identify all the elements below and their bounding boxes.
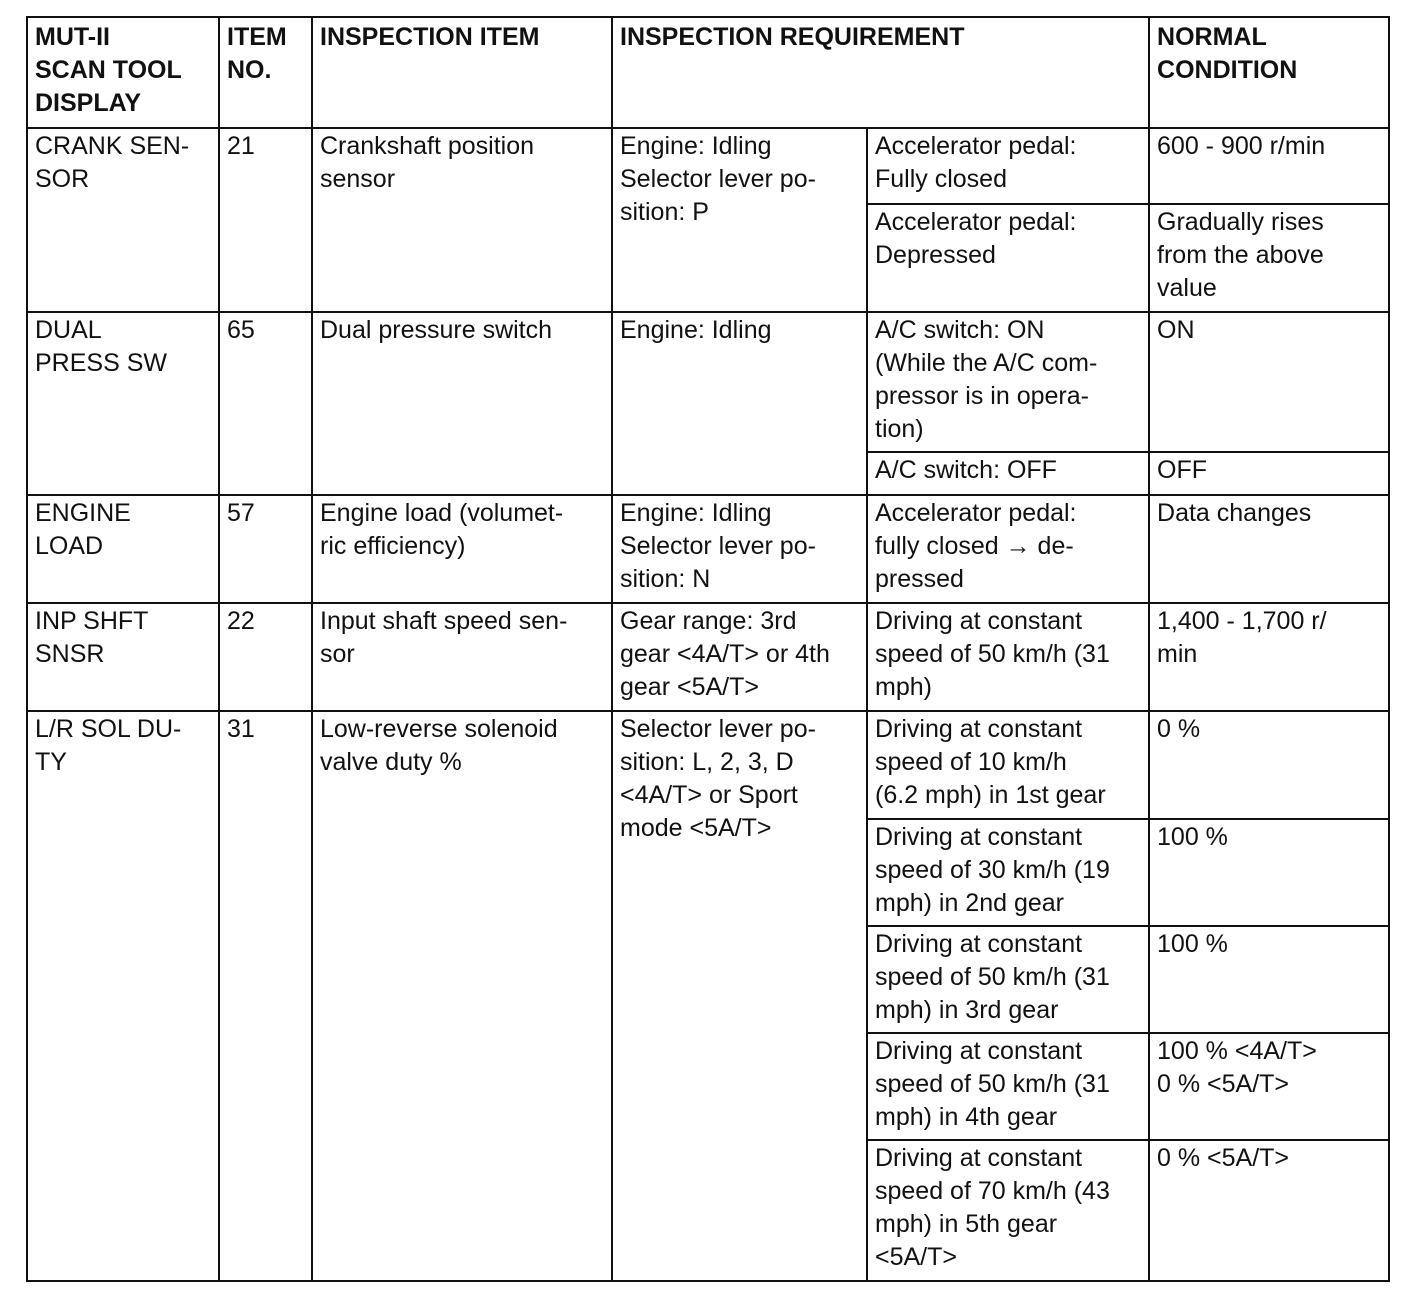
cell-normal: OFF (1149, 452, 1389, 495)
cell-item-no: 31 (219, 711, 312, 1281)
cell-normal: Data changes (1149, 495, 1389, 603)
cell-requirement: Engine: Idling (612, 312, 867, 495)
cell-normal: 0 % <5A/T> (1149, 1140, 1389, 1281)
table-row-engine-load (27, 495, 1389, 603)
cell-normal: 100 % (1149, 926, 1389, 1033)
cell-item-no: 21 (219, 128, 312, 312)
cell-inspection-item: Low-reverse solenoid valve duty % (312, 711, 612, 1281)
cell-normal: 100 % <4A/T> 0 % <5A/T> (1149, 1033, 1389, 1140)
cell-condition: A/C switch: OFF (867, 452, 1149, 495)
header-inspection-item: INSPECTION ITEM (312, 17, 612, 128)
cell-condition: Driving at constant speed of 70 km/h (43 mph) in 5th gear <5A/T> (867, 1140, 1149, 1281)
cell-normal: 100 % (1149, 819, 1389, 926)
header-display: MUT-II SCAN TOOL DISPLAY (27, 17, 219, 128)
cell-condition: Driving at constant speed of 50 km/h (31 mph) (867, 603, 1149, 711)
table-row-dual-press-sw (27, 312, 1389, 452)
cell-display: INP SHFT SNSR (27, 603, 219, 711)
cell-condition: Accelerator pedal: fully closed → de- pressed (867, 495, 1149, 603)
cell-condition: Driving at constant speed of 50 km/h (31 mph) in 3rd gear (867, 926, 1149, 1033)
cell-condition: Driving at constant speed of 50 km/h (31 mph) in 4th gear (867, 1033, 1149, 1140)
cell-display: ENGINE LOAD (27, 495, 219, 603)
cell-normal: 1,400 - 1,700 r/ min (1149, 603, 1389, 711)
cell-condition: Driving at constant speed of 10 km/h (6.2 mph) in 1st gear (867, 711, 1149, 819)
cell-display: CRANK SEN- SOR (27, 128, 219, 312)
cell-requirement: Engine: Idling Selector lever po- sition: N (612, 495, 867, 603)
table-row-crank-sensor (27, 128, 1389, 204)
cell-normal: 0 % (1149, 711, 1389, 819)
table-row-inp-shft-snsr (27, 603, 1389, 711)
cell-normal: 600 - 900 r/min (1149, 128, 1389, 204)
cell-display: DUAL PRESS SW (27, 312, 219, 495)
cell-normal: Gradually rises from the above value (1149, 204, 1389, 312)
cell-condition: A/C switch: ON (While the A/C com- pressor is in opera- tion) (867, 312, 1149, 452)
cell-requirement: Selector lever po- sition: L, 2, 3, D <4A/T> or Sport mode <5A/T> (612, 711, 867, 1281)
cell-item-no: 22 (219, 603, 312, 711)
cell-item-no: 65 (219, 312, 312, 495)
cell-condition: Accelerator pedal: Fully closed (867, 128, 1149, 204)
table-row-lr-sol-duty (27, 711, 1389, 819)
cell-inspection-item: Engine load (volumet- ric efficiency) (312, 495, 612, 603)
cell-requirement: Engine: Idling Selector lever po- sition: P (612, 128, 867, 312)
inspection-spec-table (26, 16, 1390, 1282)
cell-inspection-item: Dual pressure switch (312, 312, 612, 495)
header-item-no: ITEM NO. (219, 17, 312, 128)
cell-display: L/R SOL DU- TY (27, 711, 219, 1281)
cell-condition: Accelerator pedal: Depressed (867, 204, 1149, 312)
header-inspection-requirement: INSPECTION REQUIREMENT (612, 17, 1149, 128)
header-normal-condition: NORMAL CONDITION (1149, 17, 1389, 128)
cell-condition: Driving at constant speed of 30 km/h (19 mph) in 2nd gear (867, 819, 1149, 926)
cell-requirement: Gear range: 3rd gear <4A/T> or 4th gear <5A/T> (612, 603, 867, 711)
cell-normal: ON (1149, 312, 1389, 452)
header-row (27, 17, 1389, 128)
cell-inspection-item: Crankshaft position sensor (312, 128, 612, 312)
cell-inspection-item: Input shaft speed sen- sor (312, 603, 612, 711)
cell-item-no: 57 (219, 495, 312, 603)
